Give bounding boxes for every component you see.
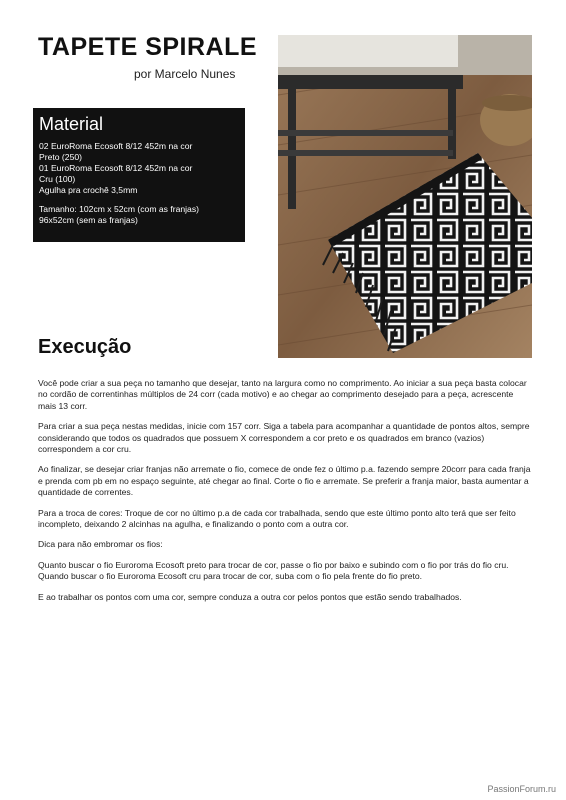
author-byline: por Marcelo Nunes	[134, 67, 236, 81]
material-line: 02 EuroRoma Ecosoft 8/12 452m na cor	[39, 141, 193, 151]
paragraph: Dica para não embromar os fios:	[38, 539, 163, 550]
material-heading: Material	[39, 114, 104, 134]
section-heading: Execução	[38, 336, 132, 358]
watermark: PassionForum.ru	[487, 784, 556, 794]
paragraph: Para criar a sua peça nestas medidas, inicie com 157 corr. Siga a tabela para acompanhar a quantidade de pontos altos, sempre considerando que todos os quadrados que possuem X correspondem a cor preto e os quadrados em branco (vazios) correspondem a cor cru.	[38, 421, 530, 455]
paragraph: E ao trabalhar os pontos com uma cor, sempre conduza a outra cor pelos pontos que estão sendo trabalhados.	[38, 591, 462, 602]
paragraph: Ao finalizar, se desejar criar franjas não arremate o fio, comece de onde fez o último p.a. fazendo sempre 20corr para cada franja e prenda com pb em no espaço seguinte, até chegar ao final. Corte o fio e arremate. Se preferir a franja maior, basta aumentar a quantidade de correntes.	[38, 464, 531, 498]
paragraph: Você pode criar a sua peça no tamanho que desejar, tanto na largura como no comprimento. Ao iniciar a sua peça basta colocar no cordão de correntinhas múltiplos de 24 corr (cada motivo) e ao chegar ao comprimento desejado para a peça, acrescente mais 13 corr.	[38, 378, 527, 411]
material-line: Agulha pra crochê 3,5mm	[39, 185, 138, 195]
size-line: 96x52cm (sem as franjas)	[39, 215, 138, 225]
material-line: 01 EuroRoma Ecosoft 8/12 452m na cor	[39, 163, 193, 173]
rug-photo-illustration	[278, 35, 532, 358]
material-line: Cru (100)	[39, 174, 76, 184]
page-title: TAPETE SPIRALE	[38, 33, 258, 61]
rug-photo	[278, 35, 532, 358]
material-line: Preto (250)	[39, 152, 82, 162]
paragraph: Para a troca de cores: Troque de cor no último p.a de cada cor trabalhada, sendo que este último ponto alto terá que ser feito incompleto, deixando 2 alcinhas na agulha, e finalizando o ponto com a outra cor.	[38, 507, 516, 530]
instructions-body	[38, 378, 533, 612]
material-box	[33, 108, 245, 242]
paragraph: Quanto buscar o fio Euroroma Ecosoft preto para trocar de cor, passe o fio por baixo e subindo com o fio por trás do fio cru. Quando buscar o fio Euroroma Ecosoft cru para trocar de cor, suba com o fio pela frente do fio preto.	[38, 559, 509, 582]
size-line: Tamanho: 102cm x 52cm (com as franjas)	[39, 204, 199, 214]
